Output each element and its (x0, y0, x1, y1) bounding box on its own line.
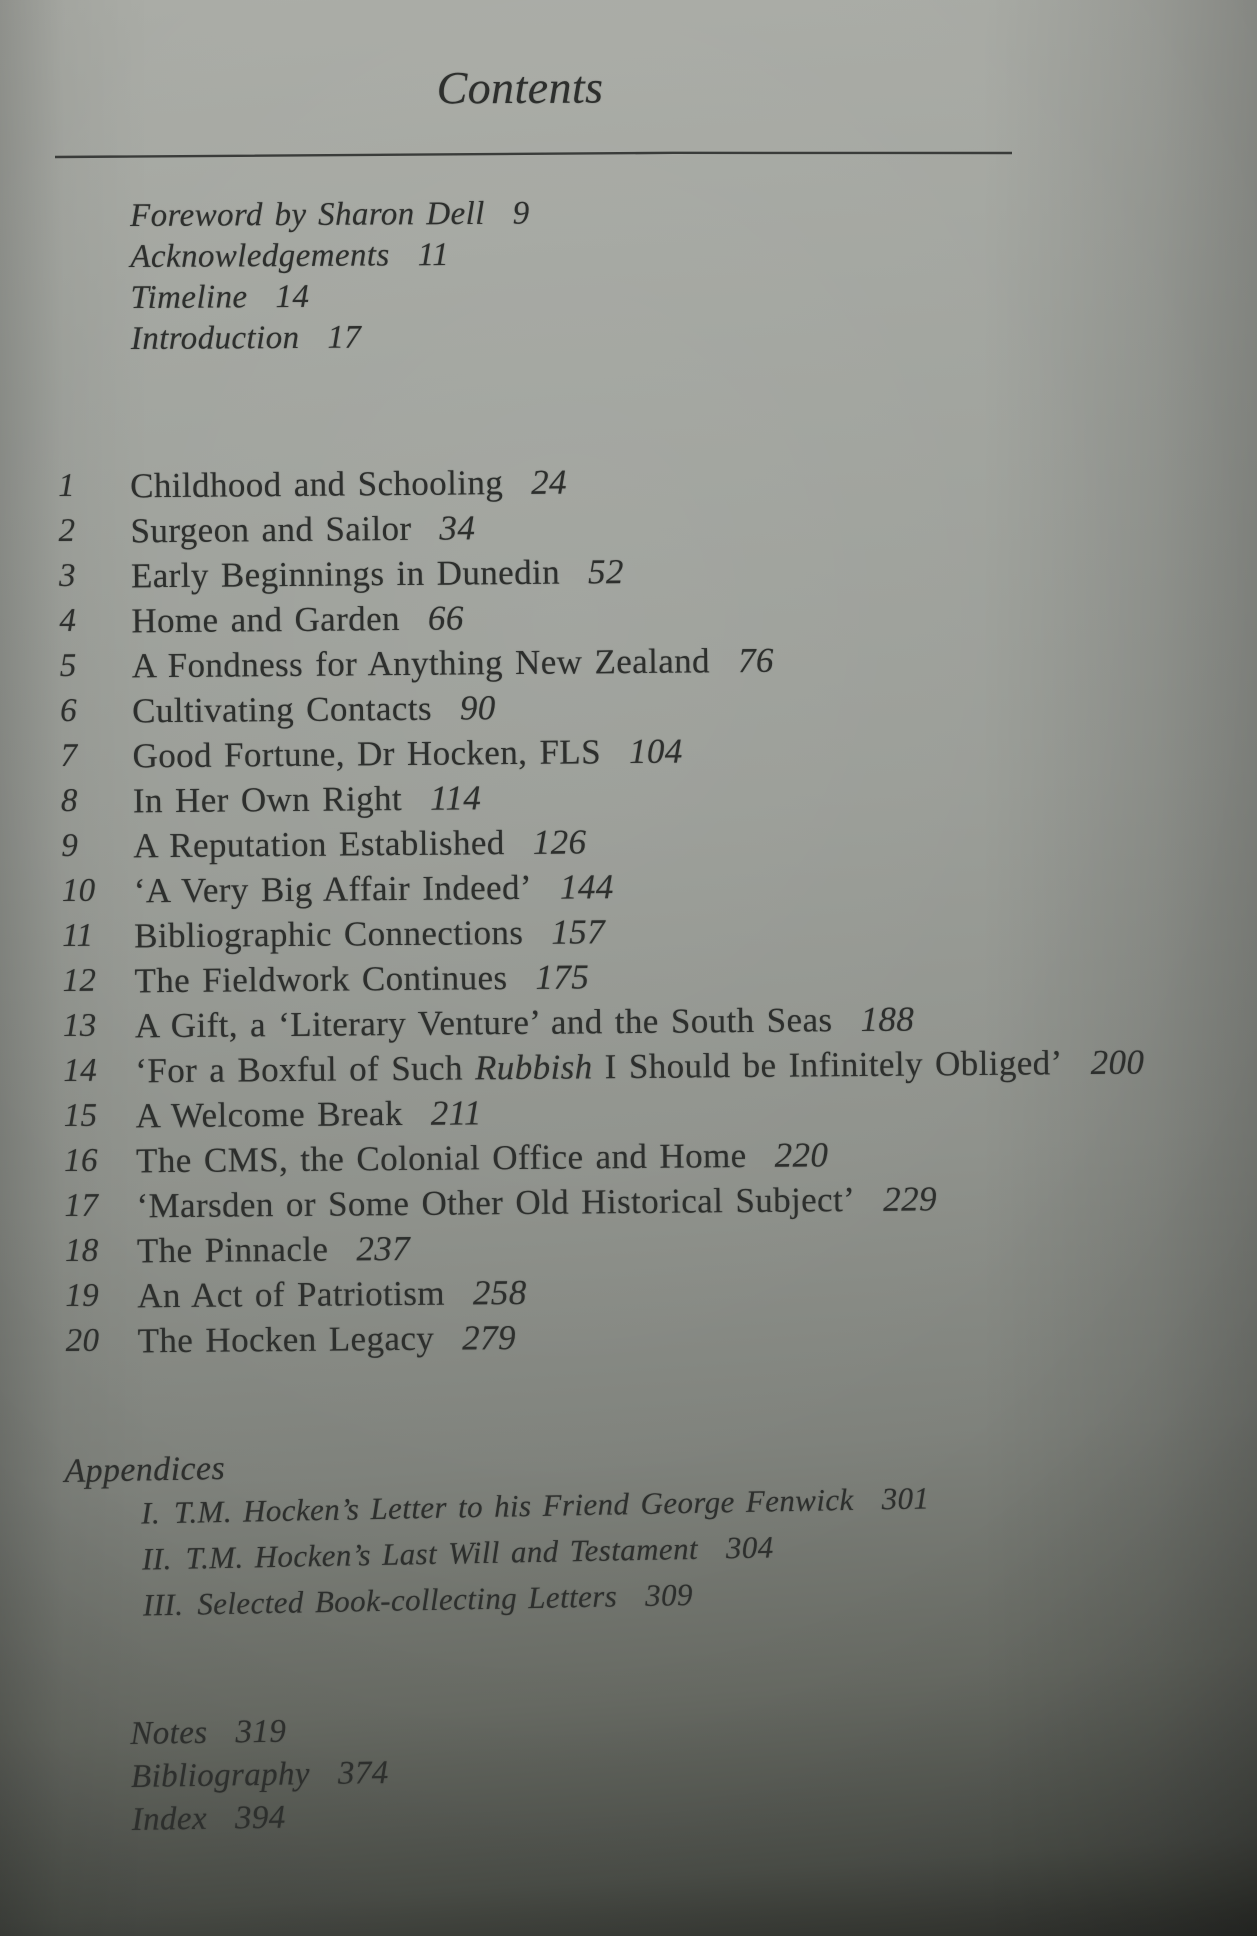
chapter-page-number: 24 (530, 462, 568, 502)
divider-rule (54, 150, 1014, 160)
chapter-number: 20 (65, 1322, 100, 1359)
chapter-page-number: 144 (559, 866, 614, 907)
chapter-title (131, 552, 560, 596)
front-matter-label: Acknowledgements (130, 237, 390, 275)
chapter-page-number: 52 (587, 551, 625, 591)
end-matter-row (131, 1795, 389, 1842)
chapter-page-number: 126 (532, 821, 587, 862)
chapter-page-number: 104 (628, 731, 683, 771)
chapter-page-number: 220 (774, 1134, 829, 1175)
front-matter-list (130, 194, 530, 360)
chapter-title (134, 912, 524, 955)
chapter-title-text: ‘Marsden or Some Other Old Historical Subject’ (136, 1179, 856, 1225)
front-matter-row (130, 235, 530, 278)
appendix-numeral: I. (140, 1495, 161, 1531)
chapter-number: 16 (63, 1142, 99, 1179)
page-title: Contents (436, 61, 604, 114)
chapter-number: 8 (60, 782, 79, 819)
appendix-title: Selected Book-collecting Letters (196, 1578, 618, 1622)
chapter-title-text: A Gift, a ‘Literary Venture’ and the South Seas (134, 999, 833, 1045)
chapter-page-number: 200 (1090, 1042, 1145, 1082)
chapter-title (137, 1273, 445, 1316)
chapter-page-number: 76 (737, 640, 774, 680)
chapter-title (136, 1094, 403, 1136)
front-matter-label: Timeline (130, 279, 248, 316)
chapter-title (132, 732, 601, 776)
end-matter-page-number: 374 (337, 1754, 389, 1792)
chapter-title (130, 508, 411, 550)
chapter-title-text: Surgeon and Sailor (130, 508, 412, 550)
chapter-title-text: Home and Garden (131, 598, 401, 640)
front-matter-row (131, 317, 531, 360)
chapter-page-number: 237 (356, 1228, 411, 1268)
chapter-title-text: An Act of Patriotism (137, 1273, 446, 1315)
chapter-title-text: A Welcome Break (135, 1093, 403, 1135)
front-matter-page-number: 11 (417, 237, 450, 274)
appendix-page-number: 301 (881, 1480, 930, 1517)
chapter-title (132, 688, 432, 731)
chapter-title-text: The Pinnacle (136, 1229, 329, 1270)
chapter-title-text: Bibliographic Connections (133, 912, 524, 955)
chapter-title (135, 1043, 1063, 1091)
chapter-page-number: 90 (459, 687, 496, 728)
chapter-number: 18 (64, 1232, 99, 1269)
chapter-title-text: In Her Own Right (132, 778, 403, 820)
front-matter-page-number: 9 (512, 195, 530, 232)
front-matter-row (130, 194, 530, 237)
chapter-title-text: The CMS, the Colonial Office and Home (135, 1135, 747, 1180)
chapter-number: 11 (61, 917, 94, 954)
chapter-number: 10 (61, 872, 96, 909)
chapter-title-text: The Hocken Legacy (137, 1318, 435, 1360)
end-matter-label: Bibliography (130, 1756, 311, 1795)
chapter-number: 14 (63, 1052, 98, 1089)
front-matter-label: Introduction (130, 319, 300, 357)
front-matter-label: Foreword by Sharon Dell (130, 195, 485, 234)
chapter-page-number: 157 (551, 911, 606, 952)
appendix-page-number: 304 (725, 1529, 774, 1566)
appendices-section (64, 1435, 932, 1630)
chapter-number: 1 (58, 467, 76, 504)
chapter-title (135, 1000, 833, 1046)
chapter-title (133, 823, 505, 866)
chapter-number: 2 (58, 512, 76, 549)
chapter-title (137, 1318, 434, 1361)
chapter-title-text: Early Beginnings in Dunedin (130, 552, 561, 595)
chapter-number: 5 (59, 647, 77, 684)
end-matter-row (130, 1709, 388, 1756)
chapter-title (134, 867, 533, 910)
chapter-number: 17 (64, 1187, 99, 1224)
chapter-page-number: 175 (535, 956, 590, 997)
appendix-page-number: 309 (644, 1576, 694, 1613)
chapter-number: 6 (59, 692, 78, 729)
chapter-page-number: 34 (439, 507, 476, 548)
chapter-page-number: 66 (427, 597, 464, 638)
appendix-numeral: II. (141, 1540, 173, 1577)
chapter-title-text: ‘For a Boxful of Such (135, 1047, 476, 1090)
end-matter-label: Index (131, 1800, 208, 1838)
appendices-heading: Appendices (64, 1449, 226, 1490)
chapter-number: 3 (58, 557, 77, 594)
chapter-title (131, 599, 400, 641)
chapter-number: 15 (63, 1097, 98, 1134)
chapter-list (58, 455, 1147, 1364)
chapter-title (136, 1180, 855, 1226)
chapter-title-text: I Should be Infinitely Obliged’ (592, 1042, 1063, 1086)
chapter-title-text: A Fondness for Anything New Zealand (131, 640, 711, 685)
end-matter-label: Notes (130, 1714, 208, 1752)
chapter-number: 7 (60, 737, 78, 774)
chapter-title (134, 958, 507, 1001)
chapter-title-text: ‘A Very Big Affair Indeed’ (133, 867, 533, 910)
chapter-title (132, 641, 711, 686)
appendix-numeral: III. (142, 1586, 184, 1623)
chapter-page-number: 229 (883, 1178, 938, 1219)
end-matter-list (130, 1709, 390, 1842)
chapter-number: 4 (59, 602, 77, 639)
chapter-number: 12 (62, 962, 97, 999)
front-matter-row (131, 276, 531, 319)
chapter-number: 19 (65, 1277, 100, 1314)
chapter-page-number: 188 (860, 999, 915, 1039)
appendix-title: T.M. Hocken’s Last Will and Testament (185, 1530, 699, 1576)
front-matter-page-number: 14 (275, 278, 310, 316)
chapter-number: 9 (61, 827, 79, 864)
chapter-title (133, 779, 402, 821)
front-matter-page-number: 17 (327, 319, 362, 356)
end-matter-page-number: 319 (235, 1713, 287, 1751)
chapter-title (136, 1136, 747, 1181)
chapter-title-text: Cultivating Contacts (131, 688, 433, 730)
appendix-title: T.M. Hocken’s Letter to his Friend George Fenwick (173, 1481, 854, 1530)
chapter-page-number: 211 (430, 1092, 483, 1133)
chapter-row (65, 1310, 1146, 1364)
appendix-list (141, 1475, 932, 1628)
chapter-page-number: 258 (472, 1272, 527, 1312)
chapter-title-emphasis: Rubbish (474, 1046, 593, 1087)
chapter-title (137, 1229, 329, 1271)
chapter-page-number: 114 (429, 777, 482, 818)
chapter-title-text: A Reputation Established (133, 822, 505, 865)
chapter-title-text: The Fieldwork Continues (134, 957, 508, 1000)
chapter-number: 13 (62, 1007, 97, 1044)
end-matter-row (131, 1752, 389, 1799)
chapter-page-number: 279 (462, 1317, 517, 1358)
chapter-title (130, 463, 503, 506)
chapter-title-text: Good Fortune, Dr Hocken, FLS (132, 731, 602, 775)
end-matter-page-number: 394 (234, 1799, 286, 1837)
chapter-title-text: Childhood and Schooling (130, 462, 504, 505)
